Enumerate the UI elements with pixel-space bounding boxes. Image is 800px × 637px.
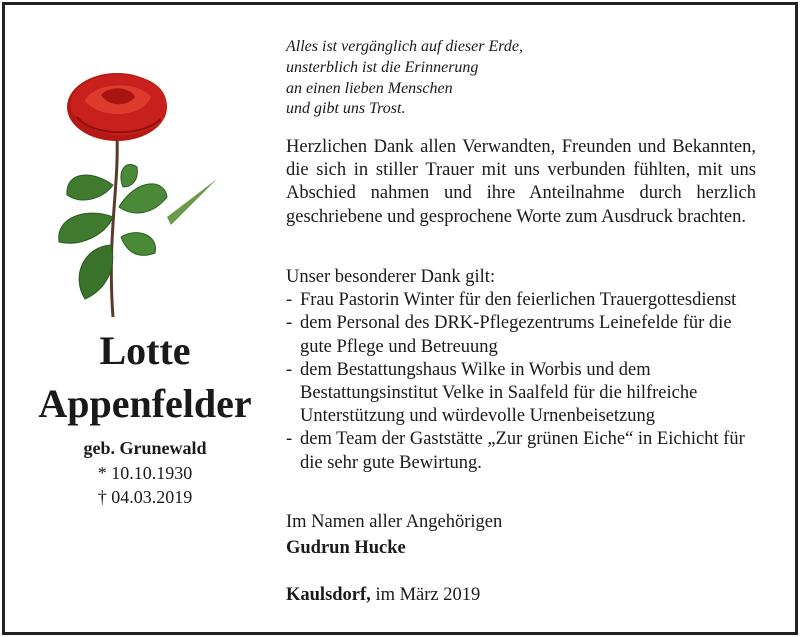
poem-line: und gibt uns Trost. xyxy=(286,100,406,118)
date: im März 2019 xyxy=(375,585,481,605)
birth-name: geb. Grunewald xyxy=(83,438,207,458)
place: Kaulsdorf, xyxy=(286,585,371,605)
list-item: - dem Personal des DRK-Pflegezentrums Leinefelde für die gute Pflege und Betreuung xyxy=(286,313,732,357)
death-date: † 04.03.2019 xyxy=(97,487,193,507)
poem xyxy=(286,37,756,120)
poem-line: unsterblich ist die Erinnerung xyxy=(286,58,479,76)
obituary-card xyxy=(2,2,798,635)
poem-line: Alles ist vergänglich auf dieser Erde, xyxy=(286,38,523,55)
list-item-text: dem Personal des DRK-Pflegezentrums Leinefelde für die gute Pflege und Betreuung xyxy=(300,313,732,357)
thanks-paragraph: Herzlichen Dank allen Verwandten, Freunden und Bekannten, die sich in stiller Trauer mit uns verbunden fühlten, mit uns Abschied nahmen und ihre Anteilnahme durch herzlich geschriebene und gesprochene Worte zum Ausdruck brachten. xyxy=(286,137,756,227)
special-thanks xyxy=(286,266,756,475)
signature-name: Gudrun Hucke xyxy=(286,538,406,558)
list-item-text: dem Bestattungshaus Wilke in Worbis und dem Bestattungsinstitut Velke in Saalfeld für die hilfreiche Unterstützung und würdevolle Urnenbeisetzung xyxy=(300,359,698,427)
red-rose-image xyxy=(47,67,227,322)
list-item: - Frau Pastorin Winter für den feierlichen Trauergottesdienst xyxy=(286,290,737,311)
list-item: - dem Bestattungshaus Wilke in Worbis und dem Bestattungsinstitut Velke in Saalfeld für die hilfreiche Unterstützung und würdevolle Urnenbeisetzung xyxy=(286,359,698,427)
first-name: Lotte xyxy=(99,328,191,373)
place-date xyxy=(286,584,756,607)
signature-line: Im Namen aller Angehörigen xyxy=(286,512,503,532)
poem-line: an einen lieben Menschen xyxy=(286,79,453,97)
last-name: Appenfelder xyxy=(38,381,252,426)
list-item: - dem Team der Gaststätte „Zur grünen Eiche“ in Eichicht für die sehr gute Bewirtung. xyxy=(286,429,745,473)
list-item-text: dem Team der Gaststätte „Zur grünen Eiche“ in Eichicht für die sehr gute Bewirtung. xyxy=(300,429,745,473)
list-item-text: Frau Pastorin Winter für den feierlichen Trauergottesdienst xyxy=(300,290,737,311)
birth-date: * 10.10.1930 xyxy=(97,463,193,483)
special-thanks-title: Unser besonderer Dank gilt: xyxy=(286,267,496,287)
